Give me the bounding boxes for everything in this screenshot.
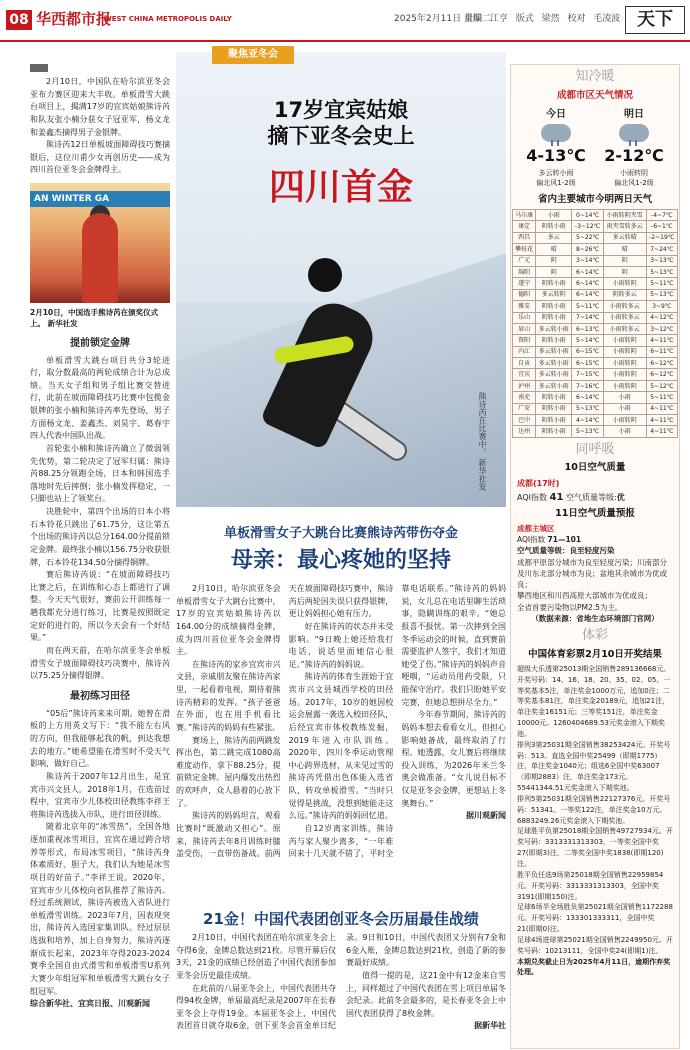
hero-title-highlight: 四川首金 xyxy=(268,167,413,208)
weather-cell: 6~14℃ xyxy=(572,392,603,403)
feature-tag: 聚焦亚冬会 xyxy=(212,46,294,64)
weather-title: 成都市区天气情况 xyxy=(556,89,633,101)
weather-cell: 0~14℃ xyxy=(572,210,603,221)
paragraph: 赛后熊诗芮说：“在坡面障碍技巧比赛之后，在训练和心态上都进行了调整。今天天气很好，赛前公开训练每一趟我都充分进行练习，比赛是按照既定定好的进行的，所以今天会有一个好结果。” xyxy=(30,570,170,643)
weather-cell: 4~11℃ xyxy=(646,415,677,426)
weather-cell: 4~11℃ xyxy=(646,426,677,437)
paragraph: 今年春节期间，熊诗芮的妈妈本想去看看女儿，但担心影响她备战，最终取消了行程。她透露，女儿赛后将继续投入训练，为2026年米兰冬奥会做准备。“女儿说目标不仅是亚冬会金牌，更想站上冬奥舞台。” xyxy=(401,710,506,808)
weather-cell: 5~12℃ xyxy=(646,380,677,391)
weather-cell: 6~14℃ xyxy=(572,266,603,277)
weather-cell: 绵阳 xyxy=(513,266,536,277)
aqi-level: 优 xyxy=(616,492,625,502)
day-label: 明日 xyxy=(624,108,644,120)
weather-row xyxy=(513,415,678,426)
weather-cell: 阴转小雨 xyxy=(536,392,572,403)
weather-cell: 阴转小雨 xyxy=(536,415,572,426)
weather-cell: 阴转小雨 xyxy=(536,335,572,346)
lottery-results xyxy=(511,664,679,978)
weather-cell: 康定 xyxy=(513,221,536,232)
lottery-item: 足球6场半全场胜负第25021期全国销售1172288元。开奖号码：133301333311，全国中奖21(即期0)注。 xyxy=(517,903,673,934)
weather-cell: 5~13℃ xyxy=(646,266,677,277)
section-title: 天下 xyxy=(625,6,685,34)
weather-cell: 小雨转阴 xyxy=(603,358,646,369)
paragraph: 单板滑雪大跳台项目共分3轮进行，取分数最高的两轮成绩合计为总成绩。当天女子组和男子组比赛交替进行，此前在坡面障碍技巧比赛中包揽金银牌的张小楠和熊诗芮率先登场，男子方面杨文龙、姜鑫杰、刘昊宇、葛春宇四人代表中国队出战。 xyxy=(30,355,170,441)
weather-cell: 6~11℃ xyxy=(646,346,677,357)
weather-row xyxy=(513,312,678,323)
aqi-level-label: 空气质量等级: xyxy=(566,492,617,502)
weather-cell: 攀枝花 xyxy=(513,244,536,255)
weather-section-title: 知冷暖 xyxy=(575,69,615,84)
weather-tomorrow xyxy=(599,107,669,189)
weather-row xyxy=(513,323,678,334)
byline: 据新华社 xyxy=(474,1021,506,1031)
weather-row xyxy=(513,346,678,357)
range-label: AQI指数 xyxy=(517,535,546,545)
weather-cell: 小雨 xyxy=(603,426,646,437)
weather-cell: 阴转小雨 xyxy=(536,426,572,437)
weather-cell: 广安 xyxy=(513,403,536,414)
weather-cell: 内江 xyxy=(513,346,536,357)
weather-cell: 5~11℃ xyxy=(646,278,677,289)
lottery-item: 超级大乐透第25013期全国销售289136668元。开奖号码：14、16、18、20、35、02、05。一等奖基本5注，单注奖金1000万元，追加0注；二等奖基本81注，单注奖金20189元，追加21注，单注奖金16151元；三等奖151注，单注奖金10000元。1260404689.53元奖金滚入下期奖池。 xyxy=(517,664,671,738)
weather-cell: -2~19℃ xyxy=(646,232,677,243)
weather-cell: 阴 xyxy=(536,255,572,266)
data-source: （数据来源：省地生态环境部门官网） xyxy=(531,613,659,623)
lottery-item: 胜平负任选9场第25018期全国销售22959854元。开奖号码：3313331313303，全国中奖3191(即期150)注。 xyxy=(517,870,664,901)
paragraph: 赛场上，熊诗芮前两跳发挥出色，第二跳完成1080高难度动作，拿下88.25分，提前锁定金牌。屋内爆发出热烈的欢呼声，众人悬着的心放下了。 xyxy=(176,735,281,808)
weather-cell: 小雨转阴 xyxy=(603,278,646,289)
weather-cell: 雨夹雪转多云 xyxy=(603,221,646,232)
weather-cell: 西昌 xyxy=(513,232,536,243)
article-subheadline: 单板滑雪女子大跳台比赛熊诗芮带伤夺金 xyxy=(223,526,458,541)
weather-cell: 多云转小雨 xyxy=(536,369,572,380)
weather-cell: 眉山 xyxy=(513,323,536,334)
left-column xyxy=(30,64,170,1049)
lottery-item: 足球4场进球第25021期全国销售2249950元。开奖号码：10213111，全国中奖24(即期1)注。 xyxy=(517,935,673,955)
intro-text xyxy=(30,76,170,177)
weather-cell: 5~11℃ xyxy=(646,392,677,403)
aqi-city: 成都(17时) xyxy=(517,478,560,488)
caption-text: 2月10日，中国选手熊诗芮在颁奖仪式上。 xyxy=(30,308,159,329)
weather-row xyxy=(513,232,678,243)
paragraph: 自12岁离家训练，熊诗芮与家人聚少离多，“一年难回来十几天就不错了，平时全靠电话联系。”熊诗芮的妈妈说，女儿总在电话里聊生活琐事，隐瞒训练的艰辛。“她总报喜不报忧。第一次摔到全国冬季运动会的时候，直到赛前需要监护人签字，我们才知道她受了伤。”熊诗芮的妈妈声音哽咽，“运动员用药受限，只能保守治疗。我们只盼她平安完赛，但她总想拼尽全力。” xyxy=(288,584,506,859)
lottery-title: 中国体育彩票2月10日开奖结果 xyxy=(528,648,662,660)
paragraph: 而在两天前，在哈尔滨亚冬会单板滑雪女子坡面障碍技巧决赛中，熊诗芮以75.25分摘得银牌。 xyxy=(30,645,170,681)
weather-cell: 7~24℃ xyxy=(646,244,677,255)
weather-cell: 德阳 xyxy=(513,289,536,300)
weather-row xyxy=(513,255,678,266)
weather-cell: 5~13℃ xyxy=(572,426,603,437)
weather-cell: -3~12℃ xyxy=(572,221,603,232)
weather-row xyxy=(513,278,678,289)
city-weather-table xyxy=(512,209,678,438)
weather-cell: 小雨转阴 xyxy=(603,369,646,380)
weather-cell: 小雨转阴 xyxy=(603,380,646,391)
weather-cell: 5~22℃ xyxy=(572,232,603,243)
weather-cell: 4~11℃ xyxy=(646,335,677,346)
weather-cell: 阴转多云 xyxy=(603,289,646,300)
hero-title-line2: 摘下亚冬会史上 xyxy=(267,124,415,148)
paragraph: “05后”熊诗芮来来可期。她曾在滑板的上方用英文写下：“我不能左右风的方向，但我能够起我的帆，到达我想去的地方。”她希望能在滑雪时不受天气影响，做好自己。 xyxy=(30,708,170,769)
weather-row xyxy=(513,392,678,403)
forecast-area: 成都主城区 xyxy=(517,523,555,533)
weather-cell: 6~12℃ xyxy=(646,369,677,380)
weather-row xyxy=(513,266,678,277)
weather-cell: 小雨转多云 xyxy=(603,301,646,312)
weather-cell: 多云转晴 xyxy=(603,232,646,243)
forecast-range xyxy=(517,534,673,545)
article2-headline: 21金！中国代表团创亚冬会历届最佳战绩 xyxy=(203,910,479,928)
section-body xyxy=(30,708,170,1011)
athlete-figure xyxy=(82,213,118,303)
weather-cell: 多云转小雨 xyxy=(536,380,572,391)
section-heading: 最初练习田径 xyxy=(70,690,130,702)
weather-cell: 多云 xyxy=(536,232,572,243)
paragraph: 在此前的八届亚冬会上，中国代表团共夺得94枚金牌，单届最高纪录是2007年在长春亚冬会上夺得19金。本届亚冬会上，中国代表团首日就夺取6金，创下亚冬会首金单日纪录。9日和10日，中国代表团又分别有7金和6金入账，金牌总数达到21枚，创造了新的参赛最好成绩。 xyxy=(176,933,506,1031)
paragraph: 熊诗芮的妈妈坦言，观看比赛时“既激动又担心”。原来，熊诗芮去年8月训练时膝盖受伤，一直带伤备战。前两天在坡面障碍技巧赛中，熊诗芮后两轮因失误只获得银牌，更让妈妈担心她有压力。 xyxy=(176,584,394,859)
helmet xyxy=(308,258,342,292)
weather-cell: 6~14℃ xyxy=(572,278,603,289)
weather-cell: 小雨转阴 xyxy=(603,346,646,357)
photo-caption xyxy=(30,307,170,330)
weather-cell: 遂宁 xyxy=(513,278,536,289)
intro-paragraph: 2月10日，中国队在哈尔滨亚冬会亚布力赛区迎来大丰收。单板滑雪大跳台项目上，揭满17岁的宜宾姑娘熊诗芮和队友张小楠分获女子冠亚军，杨文龙和姜鑫杰摘得男子金银牌。 xyxy=(30,77,170,137)
rain-cloud-icon xyxy=(541,124,571,142)
weather-cell: 5~11℃ xyxy=(572,301,603,312)
section-heading: 提前锁定金牌 xyxy=(70,337,130,349)
weather-cell: 资阳 xyxy=(513,335,536,346)
weather-row xyxy=(513,358,678,369)
quote-mark-icon xyxy=(30,64,48,72)
air-quality-title: 10日空气质量 xyxy=(564,462,626,474)
article2-body xyxy=(176,932,506,1047)
weather-cell: 5~13℃ xyxy=(572,403,603,414)
weather-row xyxy=(513,244,678,255)
paragraph: 首轮张小楠和熊诗芮确立了微弱领先优势，第二轮决定了冠军归属：熊诗芮88.25分领跑全场，日本和韩国选手落地时先后摔倒；张小楠发挥稳定，一只脚也站上了领奖台。 xyxy=(30,443,170,504)
lottery-item: 排列3第25031期全国销售38253424元。开奖号码：513。直选全国中奖25499（即期1775）注，单注奖金1040元；组选6全国中奖63007（即期2883）注，单注奖金173元。55441344.51元奖金滚入下期奖池。 xyxy=(517,740,671,793)
forecast-detail: 成都平原部分城市为良至轻度污染；川南部分及川东北部分城市为良；盆地其余城市为优或良； xyxy=(517,557,667,590)
paragraph: 2月10日，哈尔滨亚冬会单板滑雪女子大跳台比赛中，17岁的宜宾姑娘熊诗芮以164.00分的成绩摘得金牌，成为四川首位亚冬会金牌得主。 xyxy=(176,584,281,657)
weather-cell: 阴转小雨 xyxy=(536,221,572,232)
weather-cell: 7~14℃ xyxy=(572,312,603,323)
weather-cell: 6~15℃ xyxy=(572,358,603,369)
air-section-title: 同呼吸 xyxy=(575,441,615,457)
weather-cell: 阴转小雨 xyxy=(536,301,572,312)
article-body xyxy=(176,583,506,901)
award-photo xyxy=(30,183,170,303)
weather-cell: 晴 xyxy=(603,244,646,255)
temperature: 4-13℃ xyxy=(526,145,586,165)
weather-cell: 小雨转阴 xyxy=(603,415,646,426)
weather-cell: 小雨 xyxy=(603,403,646,414)
weather-desc: 多云转小雨 xyxy=(538,168,574,177)
paragraph: 随着北京年的“冰雪热”，全国各地逐加重视冰雪项目，宜宾在通过跨合培养等形式，布局冰雪项目，“熊诗芮身体素质好、胆子大，我们认为她是冰雪项目的好苗子。”李祥王说。2020年，宜宾市少儿体校向省队推荐了熊诗芮。经过系统测试，熊诗芮被选入省队进行单板滑雪训练。2023年7月，因表现突出，熊诗芮入选国家集训队。经过层层选拔和培养，加上自身努力，熊诗芮逐渐成长起来，2023年夺得2023-2024赛季全国自由式滑雪和单板滑雪U系列大赛少年组冠军和单板滑雪大跳台女子组冠军。 xyxy=(30,822,170,996)
weather-cell: 阴转小雨 xyxy=(536,312,572,323)
intro-paragraph: 熊诗芮12日单板坡面障碍技巧赛摘银后，这位川甫少女再创历史——成为四川首位亚冬会金牌得主。 xyxy=(30,140,170,175)
lottery-item: 排列5第25031期全国销售22127376元。开奖号码：51341。一等奖122注，单注奖金10万元。6883249.26元奖金滚入下期奖池。 xyxy=(517,794,671,825)
weather-cell: 3~13℃ xyxy=(646,255,677,266)
photo-banner: AN WINTER GA xyxy=(30,191,170,207)
aqi-value: 41 xyxy=(549,491,564,503)
weather-cell: 达州 xyxy=(513,426,536,437)
page-number: 08 xyxy=(6,10,32,30)
weather-cell: 5~13℃ xyxy=(646,289,677,300)
paragraph: 熊诗芮的体育生涯始于宜宾市兴文县城西学校的田径场。2017年，10岁的她因校运会展露一袭选入校田径队，后经宜宾市体校教练发掘，2019年进入市队训练。2020年，四川冬季运动管理中心跨界选材，从未见过雪的熊诗芮凭借出色体能入选省队，转攻单板滑雪。“当时只觉得是挑战，没想到她能走这么远。”熊诗芮的妈妈回忆道。 xyxy=(288,672,394,821)
wind-desc: 偏北风1-2级 xyxy=(536,179,576,188)
masthead-subtitle: WEST CHINA METROPOLIS DAILY xyxy=(104,15,232,23)
paragraph: 熊诗芮于2007年12月出生，是宜宾市兴文县人。2018年1月，在选苗过程中，宜宾市少儿体校田径教练李祥王将熊诗芮选拔入市队，进行田径训练。 xyxy=(30,771,170,819)
weather-cell: 小雨转阴夹雪 xyxy=(603,210,646,221)
weather-cell: 雅安 xyxy=(513,301,536,312)
weather-cell: 3~12℃ xyxy=(646,323,677,334)
weather-cell: 乐山 xyxy=(513,312,536,323)
forecast-title: 11日空气质量预报 xyxy=(555,507,635,519)
weather-cell: 6~15℃ xyxy=(572,346,603,357)
weather-summary xyxy=(511,105,679,191)
caption-credit: 新华社发 xyxy=(47,319,78,329)
paragraph: 值得一提的是，这21金中有12金来自雪上，同样超过了中国代表团在雪上项目单届冬会纪录。此前冬会最多的，是长春亚冬会上中国代表团获得了8枚金牌。 xyxy=(346,970,506,1018)
weather-cell: 多云转小雨 xyxy=(536,323,572,334)
weather-cell: 6~13℃ xyxy=(572,323,603,334)
weather-cell: 7~16℃ xyxy=(572,380,603,391)
air-forecast xyxy=(511,523,679,624)
weather-desc: 小雨转阴 xyxy=(620,168,648,177)
issue-date: 2025年2月11日 星期二 xyxy=(394,14,491,24)
weather-row xyxy=(513,335,678,346)
paragraph: 决胜轮中，第四个出场的日本小将石本铃花只跳出了61.75分，这让第五个出场的熊诗芮以总分164.00分提前锁定金牌。最终张小楠以156.75分收获银牌，石本铃花134.50分摘得铜牌。 xyxy=(30,507,170,567)
weather-row xyxy=(513,301,678,312)
forecast-level: 空气质量等级：良至轻度污染 xyxy=(517,546,615,556)
paragraph: 在熊诗芮的家乡宜宾市兴文县，亲戚朋友聚在熊诗芮家里，一起看着电视，期待着熊诗芮精彩的发挥。“孩子爸爸在外面，也在用手机看比赛。”熊诗芮的妈妈有些紧张。 xyxy=(176,659,281,732)
masthead-logo: 华西都市报 xyxy=(36,10,112,28)
lottery-item: 本期兑奖截止日为2025年4月11日，逾期作弃奖处理。 xyxy=(517,957,671,977)
weather-cell: 小雨转多云 xyxy=(603,323,646,334)
weather-row xyxy=(513,369,678,380)
weather-cell: 马尔康 xyxy=(513,210,536,221)
weather-row xyxy=(513,403,678,414)
weather-cell: 多云转小雨 xyxy=(536,346,572,357)
weather-cell: 晴 xyxy=(536,244,572,255)
weather-cell: 宜宾 xyxy=(513,369,536,380)
weather-cell: 阴转小雨 xyxy=(536,278,572,289)
forecast-detail: 全省首要污染物以PM2.5为主。 xyxy=(517,602,623,612)
weather-row xyxy=(513,221,678,232)
temperature: 2-12℃ xyxy=(604,145,664,165)
weather-cell: 泸州 xyxy=(513,380,536,391)
weather-cell: 阴 xyxy=(603,266,646,277)
forecast-detail: 攀西地区和川西高原大部城市为优或良； xyxy=(517,591,652,601)
weather-cell: 3~14℃ xyxy=(572,255,603,266)
weather-row xyxy=(513,210,678,221)
weather-cell: 小雨转阴 xyxy=(603,335,646,346)
article-headline: 母亲：最心疼她的坚持 xyxy=(230,548,451,573)
weather-cell: 3~9℃ xyxy=(646,301,677,312)
weather-cell: 4~11℃ xyxy=(646,403,677,414)
hero-title-line1: 17岁宜宾姑娘 xyxy=(273,98,409,122)
hero-caption: 熊诗芮在比赛中。 新华社发 xyxy=(478,392,487,491)
lottery-section-title: 体彩 xyxy=(581,628,608,644)
weather-cell: 7~15℃ xyxy=(572,369,603,380)
weather-cell: 多云转小雨 xyxy=(536,358,572,369)
wind-desc: 偏北风1-2级 xyxy=(614,179,654,188)
editor-credits: 责编 江亨 版式 梁然 校对 毛凌波 xyxy=(464,14,621,24)
info-sidebar xyxy=(510,64,680,1049)
aqi-reading xyxy=(517,490,673,505)
weather-row xyxy=(513,426,678,437)
byline: 综合新华社、宜宾日报、川观新闻 xyxy=(30,999,150,1009)
weather-row xyxy=(513,380,678,391)
weather-cell: 多云转阴 xyxy=(536,289,572,300)
weather-cell: 小雨转多云 xyxy=(603,312,646,323)
byline: 据川观新闻 xyxy=(465,811,506,821)
day-label: 今日 xyxy=(546,108,566,120)
weather-cell: 小雨 xyxy=(603,392,646,403)
paragraph: 2月10日，中国代表团在哈尔滨亚冬会上夺得6金，金牌总数达到21枚。尽管开幕后仅3天，21金的成绩已经创造了中国代表团参加亚冬会历史最佳成绩。 xyxy=(176,933,336,980)
lottery-item: 足球胜平负第25018期全国销售49727934元。开奖号码：3313331313303，一等奖全国中奖27(即期3)注，二等奖全国中奖1838(即期120)注。 xyxy=(517,827,673,868)
rain-cloud-icon xyxy=(619,124,649,142)
weather-cell: 4~12℃ xyxy=(646,312,677,323)
weather-cell: 6~14℃ xyxy=(572,289,603,300)
weather-cell: -4~7℃ xyxy=(646,210,677,221)
weather-cell: 阴 xyxy=(536,266,572,277)
weather-today xyxy=(521,107,591,189)
city-weather-title: 省内主要城市今明两日天气 xyxy=(537,193,652,205)
weather-cell: 4~14℃ xyxy=(572,415,603,426)
weather-row xyxy=(513,289,678,300)
weather-cell: 5~14℃ xyxy=(572,335,603,346)
weather-cell: 广元 xyxy=(513,255,536,266)
section-body xyxy=(30,355,170,683)
air-quality-box xyxy=(511,478,679,505)
weather-cell: 阴转小雨 xyxy=(536,403,572,414)
paragraph: 好在熊诗芮的状态并未受影响。“9日晚上她还给我打电话，说话里面她信心很足。”熊诗芮的妈妈说。 xyxy=(288,621,394,669)
range-value: 71—101 xyxy=(547,535,582,545)
aqi-label: AQI指数 xyxy=(517,492,547,502)
weather-cell: 6~12℃ xyxy=(646,358,677,369)
weather-cell: 8~26℃ xyxy=(572,244,603,255)
weather-cell: 阴 xyxy=(603,255,646,266)
weather-cell: -6~1℃ xyxy=(646,221,677,232)
weather-cell: 巴中 xyxy=(513,415,536,426)
weather-cell: 南充 xyxy=(513,392,536,403)
weather-cell: 自贡 xyxy=(513,358,536,369)
weather-cell: 小雨 xyxy=(536,210,572,221)
